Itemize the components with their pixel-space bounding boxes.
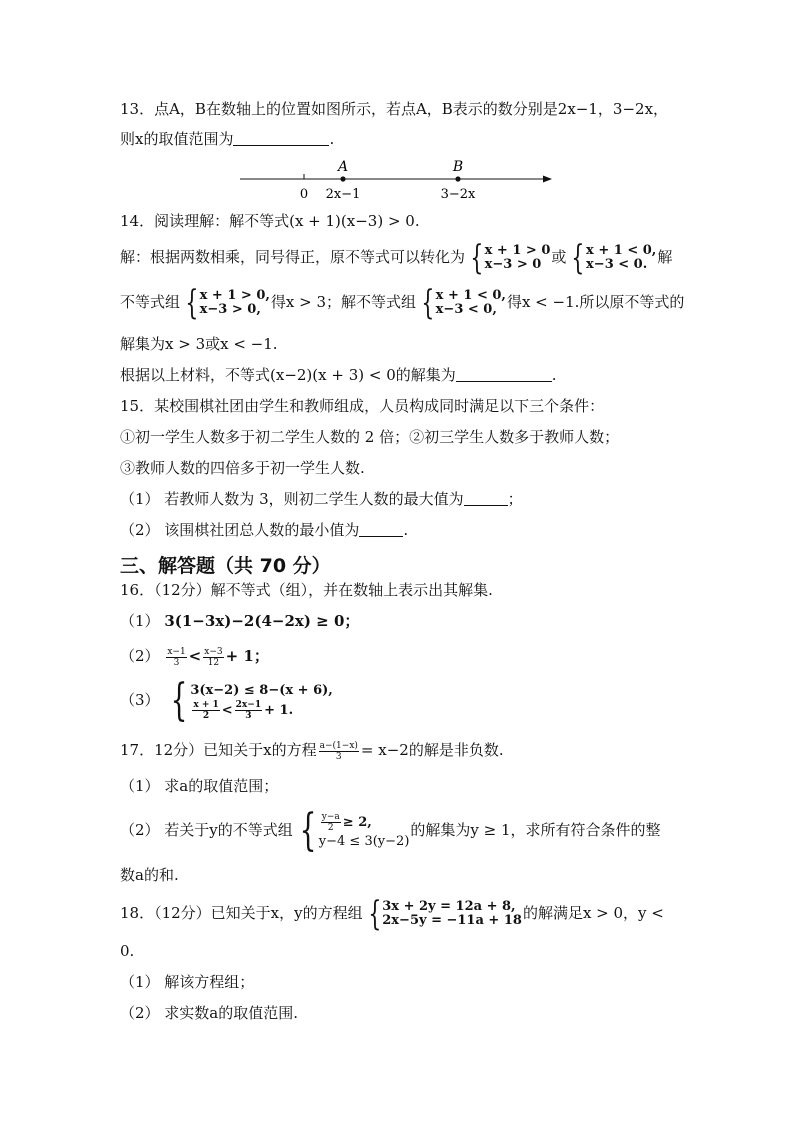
q14-line1: 14．阅读理解：解不等式(x + 1)(x−3) > 0. — [120, 212, 420, 230]
fraction-denominator: 3 — [173, 657, 180, 668]
q17-sub2 — [120, 805, 661, 856]
q16-part2-label: （2） — [120, 647, 160, 665]
q16-part3-lt: < — [221, 702, 233, 718]
q14-system-3: { x + 1 > 0, x−3 > 0, — [185, 283, 270, 323]
point-b-dot — [455, 176, 460, 181]
q14-system-1: { x + 1 > 0 x−3 > 0 — [470, 238, 551, 278]
fraction-denominator: 2 — [327, 822, 334, 833]
fraction-numerator: x−1 — [167, 646, 186, 657]
q17-fraction — [319, 741, 359, 762]
q15-line2: ①初一学生人数多于初二学生人数的 2 倍；②初三学生人数多于教师人数； — [120, 428, 620, 446]
q16-part2-fraction-1 — [166, 647, 186, 668]
q15-sub2-blank[interactable] — [359, 520, 403, 537]
q14-line5-text: 根据以上材料，不等式(x−2)(x + 3) < 0的解集为 — [120, 366, 456, 384]
q18-line2: 0. — [120, 942, 135, 960]
q14-system-2-row2: x−3 < 0. — [586, 257, 648, 272]
q14-line3-c: 得x < −1.所以原不等式的 — [506, 293, 685, 311]
q15-sub1-text: （1） 若教师人数为 3，则初二学生人数的最大值为 — [120, 490, 464, 508]
point-b-label: B — [452, 159, 464, 175]
q17-system-row2: y−4 ≤ 3(y−2) — [318, 833, 410, 849]
q16-part3-label: （3） — [120, 691, 160, 709]
q17-sub2-a: （2） 若关于y的不等式组 — [120, 821, 293, 839]
q18-line1-b: 的解满足x > 0，y < — [522, 904, 664, 922]
q14-or: 或 — [551, 248, 567, 266]
q15-line1: 15．某校围棋社团由学生和教师组成，人员构成同时满足以下三个条件： — [120, 397, 605, 415]
q14-line5-end: . — [551, 366, 557, 384]
section-3-heading: 三、解答题（共 70 分） — [120, 555, 331, 577]
q14-line2-b: 解 — [657, 248, 673, 266]
zero-label: 0 — [299, 187, 309, 202]
q17-system: { $\frac{y-a}{2}$ ≥ 2, y−4 ≤ 3(y−2) — [299, 805, 410, 856]
q18-sub1: （1） 解该方程组； — [120, 973, 255, 991]
point-a-dot — [340, 176, 345, 181]
q17-line1-b: = x−2的解是非负数. — [360, 741, 504, 759]
q14-system-4: { x + 1 < 0, x−3 < 0, — [421, 283, 506, 323]
q17-sub1: （1） 求a的取值范围； — [120, 777, 279, 795]
q14-answer-blank[interactable] — [456, 365, 552, 382]
q14-system-1-row1: x + 1 > 0 — [484, 243, 551, 258]
fraction-numerator: 2x−1 — [235, 699, 262, 710]
q15-sub1-blank[interactable] — [464, 489, 508, 506]
q14-line3-a: 不等式组 — [120, 293, 181, 311]
q14-system-4-row1: x + 1 < 0, — [435, 288, 506, 303]
fraction-numerator: x + 1 — [193, 699, 219, 710]
q14-system-1-row2: x−3 > 0 — [484, 257, 542, 272]
q14-system-4-row2: x−3 < 0, — [435, 302, 497, 317]
q18-system-row2: 2x−5y = −11a + 18 — [382, 913, 522, 928]
q14-line4: 解集为x > 3或x < −1. — [120, 335, 278, 353]
q16-part1-label: （1） — [120, 612, 160, 630]
fraction-denominator: 3 — [245, 710, 252, 721]
fraction-denominator: 12 — [207, 657, 220, 668]
q16-part2 — [120, 643, 269, 669]
q13-number-line — [236, 156, 558, 202]
q14-line5 — [120, 365, 557, 385]
q17-sub2-b: 的解集为y ≥ 1，求所有符合条件的整 — [410, 821, 661, 839]
q18-sub2: （2） 求实数a的取值范围. — [120, 1004, 299, 1022]
q16-line1: 16．（12分）解不等式（组），并在数轴上表示出其解集. — [120, 581, 493, 599]
q17-system-row1 — [319, 812, 410, 833]
q16-part3-fraction-1 — [192, 700, 219, 721]
q17-line1-a: 17．12分）已知关于x的方程 — [120, 741, 317, 759]
q14-line2-a: 解：根据两数相乘，同号得正，原不等式可以转化为 — [120, 248, 466, 266]
q15-sub2 — [120, 520, 408, 540]
q16-part2-fraction-2 — [203, 647, 223, 668]
q13-answer-blank[interactable] — [233, 129, 329, 146]
q17-system-row1-tail: ≥ 2, — [342, 814, 372, 830]
q14-line2 — [120, 238, 673, 278]
q18-system: { 3x + 2y = 12a + 8, 2x−5y = −11a + 18 — [367, 894, 522, 934]
q16-part1-formula: 3(1−3x)−2(4−2x) ≥ 0； — [164, 612, 360, 630]
q15-sub2-end: . — [403, 521, 409, 539]
q14-system-3-row1: x + 1 > 0, — [199, 288, 270, 303]
q16-part1 — [120, 611, 359, 631]
q13-line2-text: 则x的取值范围为 — [120, 130, 234, 148]
q16-part2-tail: + 1； — [225, 647, 269, 665]
q15-sub1-end: ； — [507, 490, 523, 508]
q18-line1-a: 18．（12分）已知关于x，y的方程组 — [120, 904, 363, 922]
q16-part3-fraction-2 — [235, 700, 262, 721]
q13-line2 — [120, 129, 334, 149]
q16-part3-tail: + 1. — [264, 702, 294, 718]
fraction-denominator: 2 — [202, 710, 210, 721]
q17-line1 — [120, 737, 504, 763]
q16-part2-lt: < — [188, 647, 202, 665]
q15-sub1 — [120, 489, 523, 509]
q15-sub2-text: （2） 该围棋社团总人数的最小值为 — [120, 521, 360, 539]
q14-system-3-row2: x−3 > 0, — [199, 302, 261, 317]
q13-line1: 13．点A，B在数轴上的位置如图所示，若点A，B表示的数分别是2x−1，3−2x， — [120, 100, 669, 118]
point-b-value: 3−2x — [440, 187, 476, 202]
fraction-numerator: x−3 — [204, 646, 223, 657]
q14-line3-b: 得x > 3；解不等式组 — [270, 293, 417, 311]
q16-part3 — [120, 675, 334, 726]
fraction-denominator: 3 — [335, 751, 342, 762]
q15-line3: ③教师人数的四倍多于初一学生人数. — [120, 459, 365, 477]
fraction-numerator: y−a — [321, 811, 340, 822]
q17-sub2-c: 数a的和. — [120, 866, 179, 884]
point-a-label: A — [337, 159, 349, 175]
q16-part3-row1: 3(x−2) ≤ 8−(x + 6), — [190, 682, 333, 698]
q18-system-row1: 3x + 2y = 12a + 8, — [382, 899, 516, 914]
q14-system-2-row1: x + 1 < 0, — [586, 243, 657, 258]
q17-system-fraction — [321, 812, 341, 833]
q16-part3-system: { 3(x−2) ≤ 8−(x + 6), $\frac{x + 1}{2}$ < $\frac{2x-1}{3}$ + 1. — [170, 675, 333, 726]
fraction-numerator: a−(1−x) — [319, 740, 358, 751]
q14-line3 — [120, 283, 685, 323]
q16-part3-row2 — [190, 700, 333, 721]
q13-line2-end: . — [329, 130, 335, 148]
q14-system-2: { x + 1 < 0, x−3 < 0. — [571, 238, 657, 278]
arrow-head-icon — [543, 176, 552, 183]
point-a-value: 2x−1 — [325, 187, 361, 202]
q18-line1 — [120, 894, 664, 934]
